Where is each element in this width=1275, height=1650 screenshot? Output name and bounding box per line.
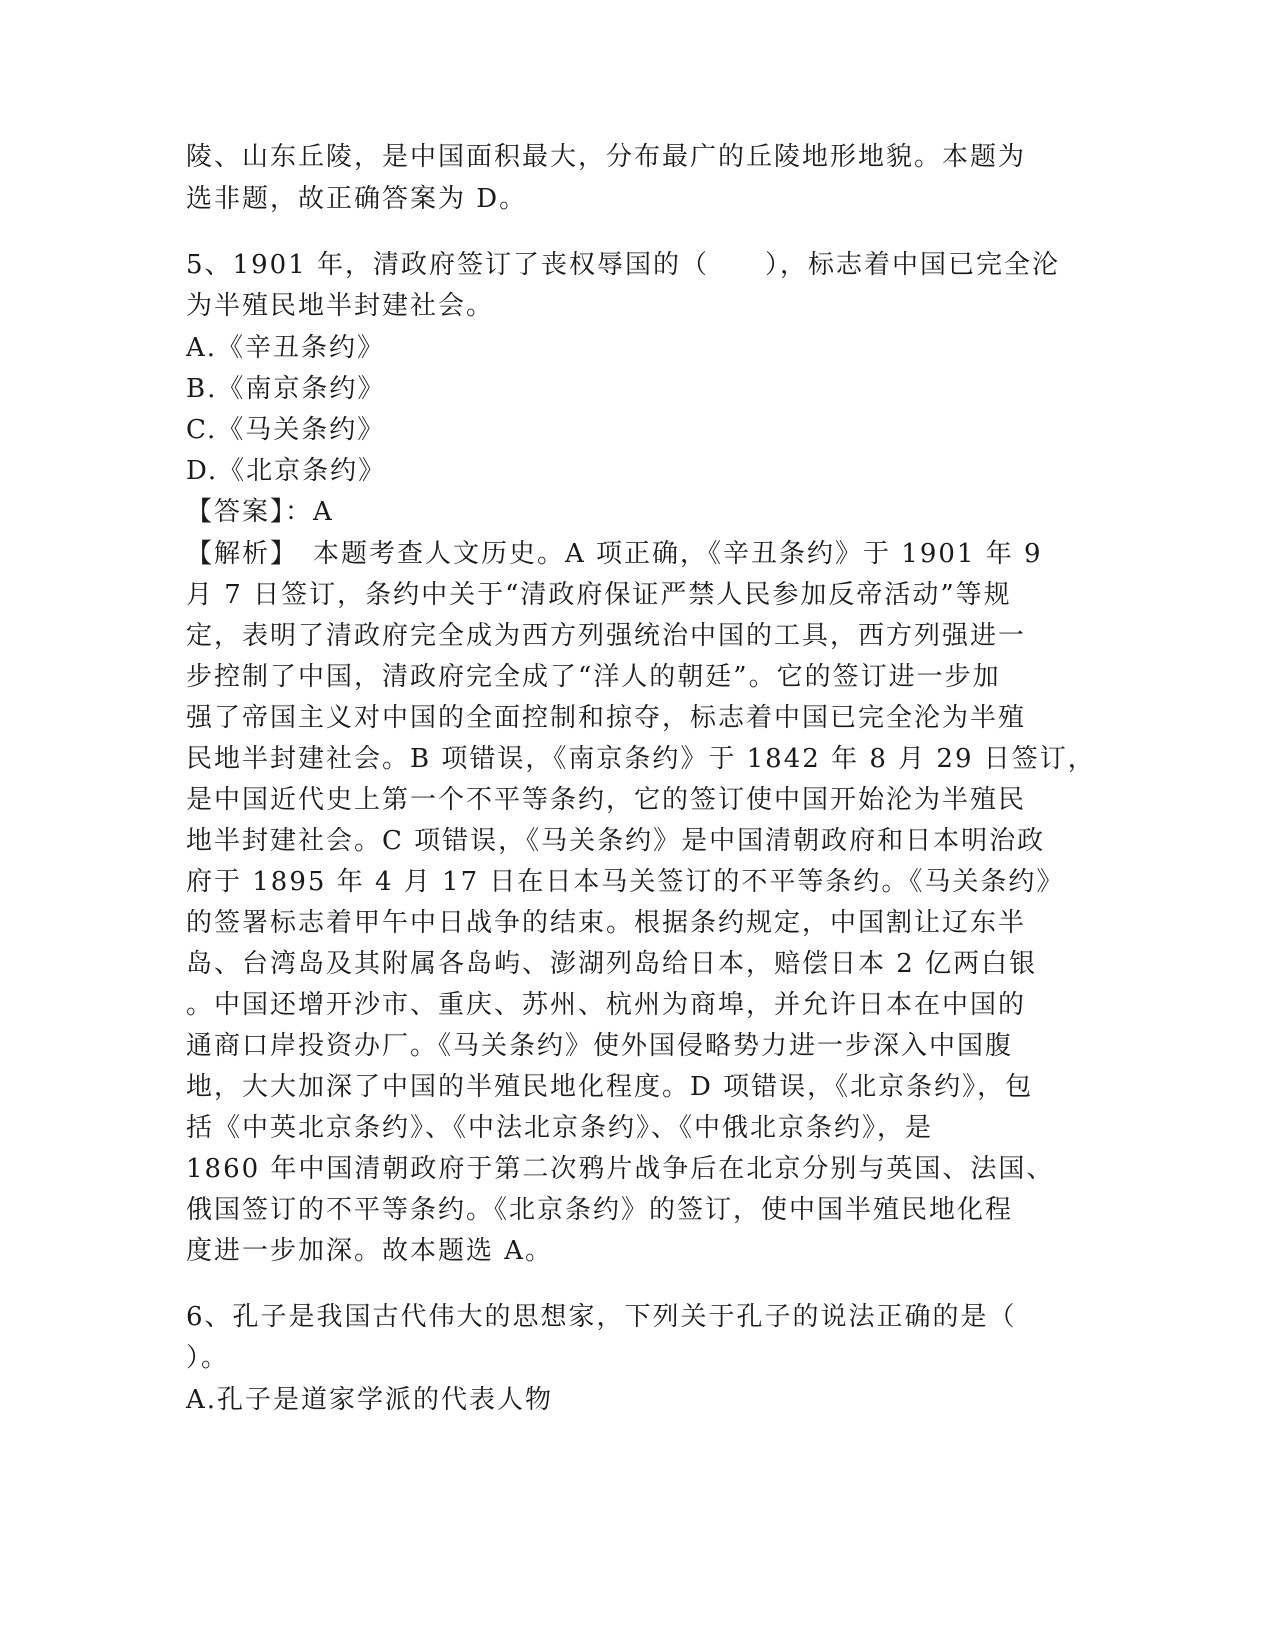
analysis-line: 是中国近代史上第一个不平等条约，它的签订使中国开始沦为半殖民 xyxy=(186,785,1027,815)
analysis-line: 【解析】 本题考查人文历史。A 项正确，《辛丑条约》于 1901 年 9 xyxy=(186,539,1043,569)
analysis-line: 通商口岸投资办厂。《马关条约》使外国侵略势力进一步深入中国腹 xyxy=(186,1031,1014,1061)
answer-line: 【答案】：A xyxy=(186,497,334,527)
text-line: 陵、山东丘陵，是中国面积最大，分布最广的丘陵地形地貌。本题为 xyxy=(186,142,1027,172)
question-stem-line: 5、1901 年，清政府签订了丧权辱国的（ ），标志着中国已完全沦 xyxy=(186,250,1060,280)
option-a: A.孔子是道家学派的代表人物 xyxy=(186,1385,554,1415)
analysis-line: 地半封建社会。C 项错误，《马关条约》是中国清朝政府和日本明治政 xyxy=(186,826,1046,856)
analysis-line: 步控制了中国，清政府完全成了“洋人的朝廷”。它的签订进一步加 xyxy=(186,662,1001,692)
option-b: B.《南京条约》 xyxy=(186,374,386,404)
analysis-line: 度进一步加深。故本题选 A。 xyxy=(186,1236,554,1266)
analysis-line: 的签署标志着甲午中日战争的结束。根据条约规定，中国割让辽东半 xyxy=(186,908,1027,938)
analysis-line: 强了帝国主义对中国的全面控制和掠夺，标志着中国已完全沦为半殖 xyxy=(186,703,1027,733)
analysis-line: 1860 年中国清朝政府于第二次鸦片战争后在北京分别与英国、法国、 xyxy=(186,1154,1055,1184)
question-stem-line: ）。 xyxy=(186,1343,230,1373)
analysis-line: 俄国签订的不平等条约。《北京条约》的签订，使中国半殖民地化程 xyxy=(186,1195,1014,1225)
analysis-line: 括《中英北京条约》、《中法北京条约》、《中俄北京条约》，是 xyxy=(186,1113,934,1143)
analysis-line: 月 7 日签订，条约中关于“清政府保证严禁人民参加反帝活动”等规 xyxy=(186,580,1012,610)
analysis-line: 地，大大加深了中国的半殖民地化程度。D 项错误，《北京条约》，包 xyxy=(186,1072,1034,1102)
analysis-line: 民地半封建社会。B 项错误，《南京条约》于 1842 年 8 月 29 日签订， xyxy=(186,744,1096,774)
question-stem-line: 为半殖民地半封建社会。 xyxy=(186,291,495,321)
analysis-line: 。中国还增开沙市、重庆、苏州、杭州为商埠，并允许日本在中国的 xyxy=(186,990,1027,1020)
analysis-line: 岛、台湾岛及其附属各岛屿、澎湖列岛给日本，赔偿日本 2 亿两白银 xyxy=(186,949,1038,979)
option-d: D.《北京条约》 xyxy=(186,456,387,486)
text-line: 选非题，故正确答案为 D。 xyxy=(186,184,528,214)
question-stem-line: 6、孔子是我国古代伟大的思想家，下列关于孔子的说法正确的是（ xyxy=(186,1302,1017,1332)
option-a: A.《辛丑条约》 xyxy=(186,333,386,363)
analysis-line: 府于 1895 年 4 月 17 日在日本马关签订的不平等条约。《马关条约》 xyxy=(186,867,1065,897)
option-c: C.《马关条约》 xyxy=(186,415,386,445)
analysis-line: 定，表明了清政府完全成为西方列强统治中国的工具，西方列强进一 xyxy=(186,621,1027,651)
